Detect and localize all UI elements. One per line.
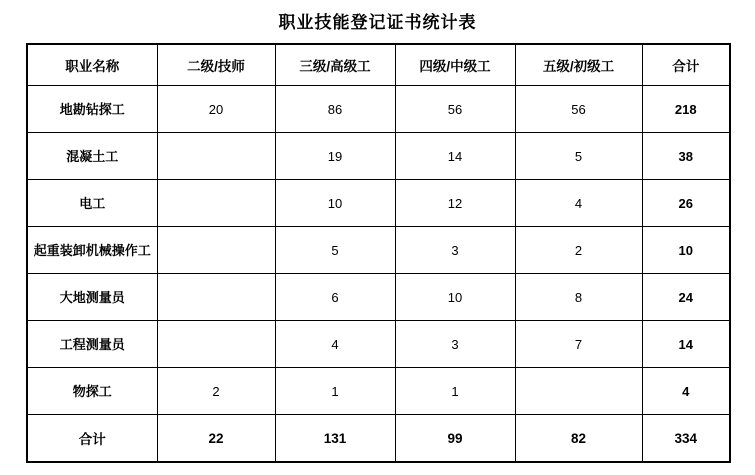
- cell-level3: 1: [275, 368, 395, 415]
- page-title: 职业技能登记证书统计表: [278, 13, 477, 32]
- cell-level3: 5: [275, 227, 395, 274]
- footer-cell-level5: 82: [515, 415, 642, 463]
- row-label: 大地测量员: [27, 274, 157, 321]
- table-header-row: [27, 44, 730, 86]
- table-footer-row: [27, 415, 730, 463]
- row-label: 地勘钻探工: [27, 86, 157, 133]
- footer-cell-level4: 99: [395, 415, 515, 463]
- cell-level4: 3: [395, 227, 515, 274]
- footer-cell-level2: 22: [157, 415, 275, 463]
- row-label: 起重装卸机械操作工: [27, 227, 157, 274]
- cell-level5: 8: [515, 274, 642, 321]
- cell-level3: 6: [275, 274, 395, 321]
- cell-row-total: 218: [642, 86, 730, 133]
- table-header: [27, 44, 730, 86]
- cell-level4: 14: [395, 133, 515, 180]
- table-row: [27, 368, 730, 415]
- cell-row-total: 38: [642, 133, 730, 180]
- footer-grand-total: 334: [642, 415, 730, 463]
- cell-level3: 86: [275, 86, 395, 133]
- table-body: [27, 86, 730, 463]
- cell-level5: 7: [515, 321, 642, 368]
- cell-level2: [157, 274, 275, 321]
- column-header-occupation: 职业名称: [27, 44, 157, 86]
- row-label: 电工: [27, 180, 157, 227]
- cell-level4: 1: [395, 368, 515, 415]
- column-header-level2: 二级/技师: [157, 44, 275, 86]
- cell-level4: 56: [395, 86, 515, 133]
- cell-level5: 56: [515, 86, 642, 133]
- column-header-total: 合计: [642, 44, 730, 86]
- cell-level2: [157, 133, 275, 180]
- cell-row-total: 14: [642, 321, 730, 368]
- cell-level2: [157, 227, 275, 274]
- cell-level5: 4: [515, 180, 642, 227]
- cell-level5: 2: [515, 227, 642, 274]
- row-label: 混凝土工: [27, 133, 157, 180]
- cell-row-total: 10: [642, 227, 730, 274]
- column-header-level4: 四级/中级工: [395, 44, 515, 86]
- table-row: [27, 86, 730, 133]
- cell-level4: 3: [395, 321, 515, 368]
- column-header-level3: 三级/高级工: [275, 44, 395, 86]
- cell-level5: [515, 368, 642, 415]
- table-row: [27, 321, 730, 368]
- table-container: [0, 43, 755, 463]
- table-row: [27, 227, 730, 274]
- column-header-level5: 五级/初级工: [515, 44, 642, 86]
- statistics-table: [26, 43, 731, 463]
- cell-level3: 10: [275, 180, 395, 227]
- cell-level5: 5: [515, 133, 642, 180]
- cell-level3: 4: [275, 321, 395, 368]
- row-label: 工程测量员: [27, 321, 157, 368]
- footer-label: 合计: [27, 415, 157, 463]
- cell-level2: [157, 321, 275, 368]
- row-label: 物探工: [27, 368, 157, 415]
- table-row: [27, 180, 730, 227]
- cell-level4: 10: [395, 274, 515, 321]
- cell-level2: 20: [157, 86, 275, 133]
- cell-level2: [157, 180, 275, 227]
- cell-level4: 12: [395, 180, 515, 227]
- cell-row-total: 4: [642, 368, 730, 415]
- cell-row-total: 26: [642, 180, 730, 227]
- table-row: [27, 274, 730, 321]
- cell-level3: 19: [275, 133, 395, 180]
- footer-cell-level3: 131: [275, 415, 395, 463]
- table-row: [27, 133, 730, 180]
- cell-level2: 2: [157, 368, 275, 415]
- cell-row-total: 24: [642, 274, 730, 321]
